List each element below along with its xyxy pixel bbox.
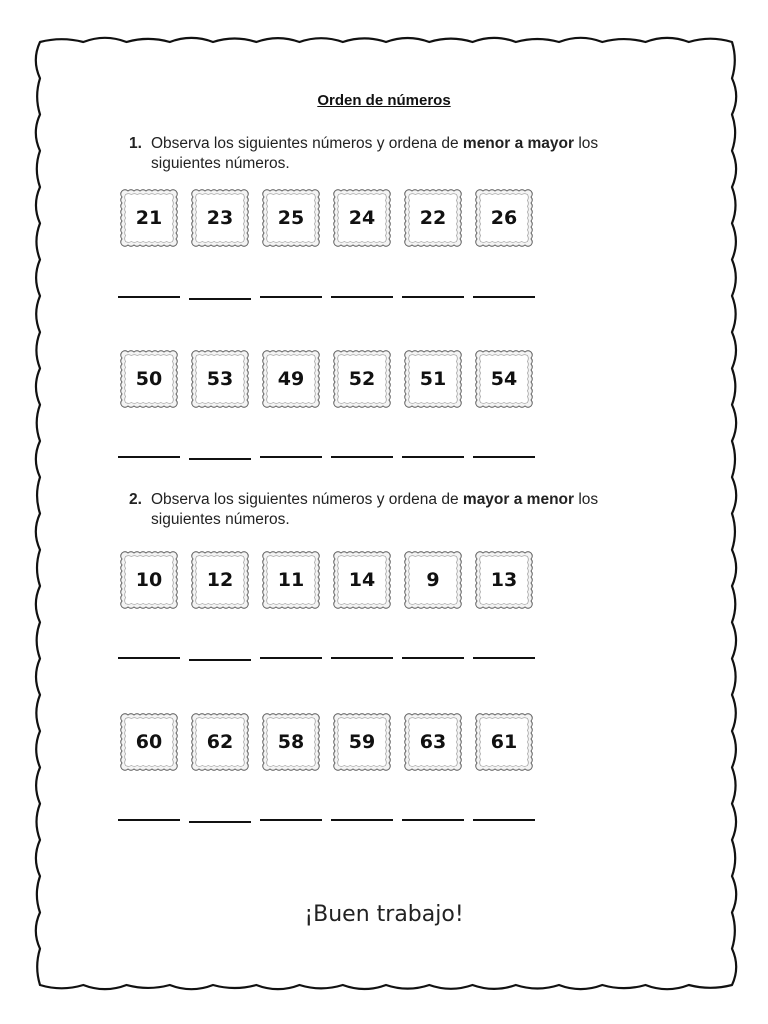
answer-blank[interactable] [473,819,535,821]
number-row [118,711,558,781]
number-value: 61 [490,731,518,753]
number-card [473,711,535,773]
answer-blank[interactable] [331,657,393,659]
number-card [260,711,322,773]
answer-blank[interactable] [402,819,464,821]
answer-blank[interactable] [473,296,535,298]
number-value: 53 [206,368,234,390]
number-card [118,348,180,410]
number-card [473,549,535,611]
number-value: 10 [135,569,163,591]
number-row [118,549,558,619]
number-value: 13 [490,569,518,591]
answer-blank[interactable] [260,657,322,659]
answer-blank[interactable] [118,819,180,821]
answer-blank[interactable] [402,296,464,298]
number-value: 26 [490,207,518,229]
answer-blank[interactable] [118,657,180,659]
answer-blank[interactable] [118,296,180,298]
number-card [473,348,535,410]
number-value: 52 [348,368,376,390]
answer-lines [118,456,558,460]
answer-blank[interactable] [189,458,251,460]
answer-blank[interactable] [331,456,393,458]
number-value: 11 [277,569,305,591]
worksheet-title: Orden de números [317,92,451,109]
number-card [260,348,322,410]
number-value: 49 [277,368,305,390]
number-value: 25 [277,207,305,229]
exercise-2-text-line2: siguientes números. [151,511,290,528]
exercise-1-number: 1. [129,135,142,152]
answer-blank[interactable] [118,456,180,458]
number-value: 14 [348,569,376,591]
number-value: 9 [426,569,440,591]
closing-message: ¡Buen trabajo! [304,902,464,927]
number-row [118,187,558,257]
answer-blank[interactable] [189,659,251,661]
answer-blank[interactable] [189,821,251,823]
number-card [189,348,251,410]
number-card [189,711,251,773]
number-value: 60 [135,731,163,753]
answer-blank[interactable] [331,296,393,298]
answer-blank[interactable] [402,657,464,659]
number-value: 54 [490,368,518,390]
answer-lines [118,819,558,823]
number-card [473,187,535,249]
answer-blank[interactable] [473,657,535,659]
number-card [118,549,180,611]
number-card [260,549,322,611]
exercise-2-instruction [129,490,669,530]
number-card [260,187,322,249]
exercise-1-text-line2: siguientes números. [151,155,290,172]
number-value: 12 [206,569,234,591]
exercise-2-emphasis: mayor a menor [462,491,575,508]
number-card [118,187,180,249]
number-card [189,187,251,249]
answer-blank[interactable] [473,456,535,458]
answer-blank[interactable] [260,456,322,458]
answer-blank[interactable] [402,456,464,458]
number-card [402,711,464,773]
number-value: 51 [419,368,447,390]
number-card [331,549,393,611]
number-value: 58 [277,731,305,753]
answer-blank[interactable] [260,819,322,821]
number-card [402,348,464,410]
exercise-1-emphasis: menor a mayor [462,135,575,152]
number-value: 22 [419,207,447,229]
number-row [118,348,558,418]
number-value: 63 [419,731,447,753]
exercise-2-text-after: los [578,491,599,508]
number-value: 24 [348,207,376,229]
exercise-1-text-after: los [578,135,599,152]
number-card [189,549,251,611]
exercise-2-text: Observa los siguientes números y ordena de [151,491,459,508]
answer-blank[interactable] [260,296,322,298]
answer-lines [118,657,558,661]
exercise-1-instruction [129,134,669,174]
answer-blank[interactable] [189,298,251,300]
number-card [402,187,464,249]
exercise-2-number: 2. [129,491,142,508]
number-value: 23 [206,207,234,229]
number-card [331,348,393,410]
number-card [331,187,393,249]
number-value: 50 [135,368,163,390]
number-value: 59 [348,731,376,753]
number-card [118,711,180,773]
number-card [402,549,464,611]
exercise-1-text: Observa los siguientes números y ordena de [151,135,459,152]
answer-blank[interactable] [331,819,393,821]
number-value: 21 [135,207,163,229]
answer-lines [118,296,558,300]
number-card [331,711,393,773]
number-value: 62 [206,731,234,753]
